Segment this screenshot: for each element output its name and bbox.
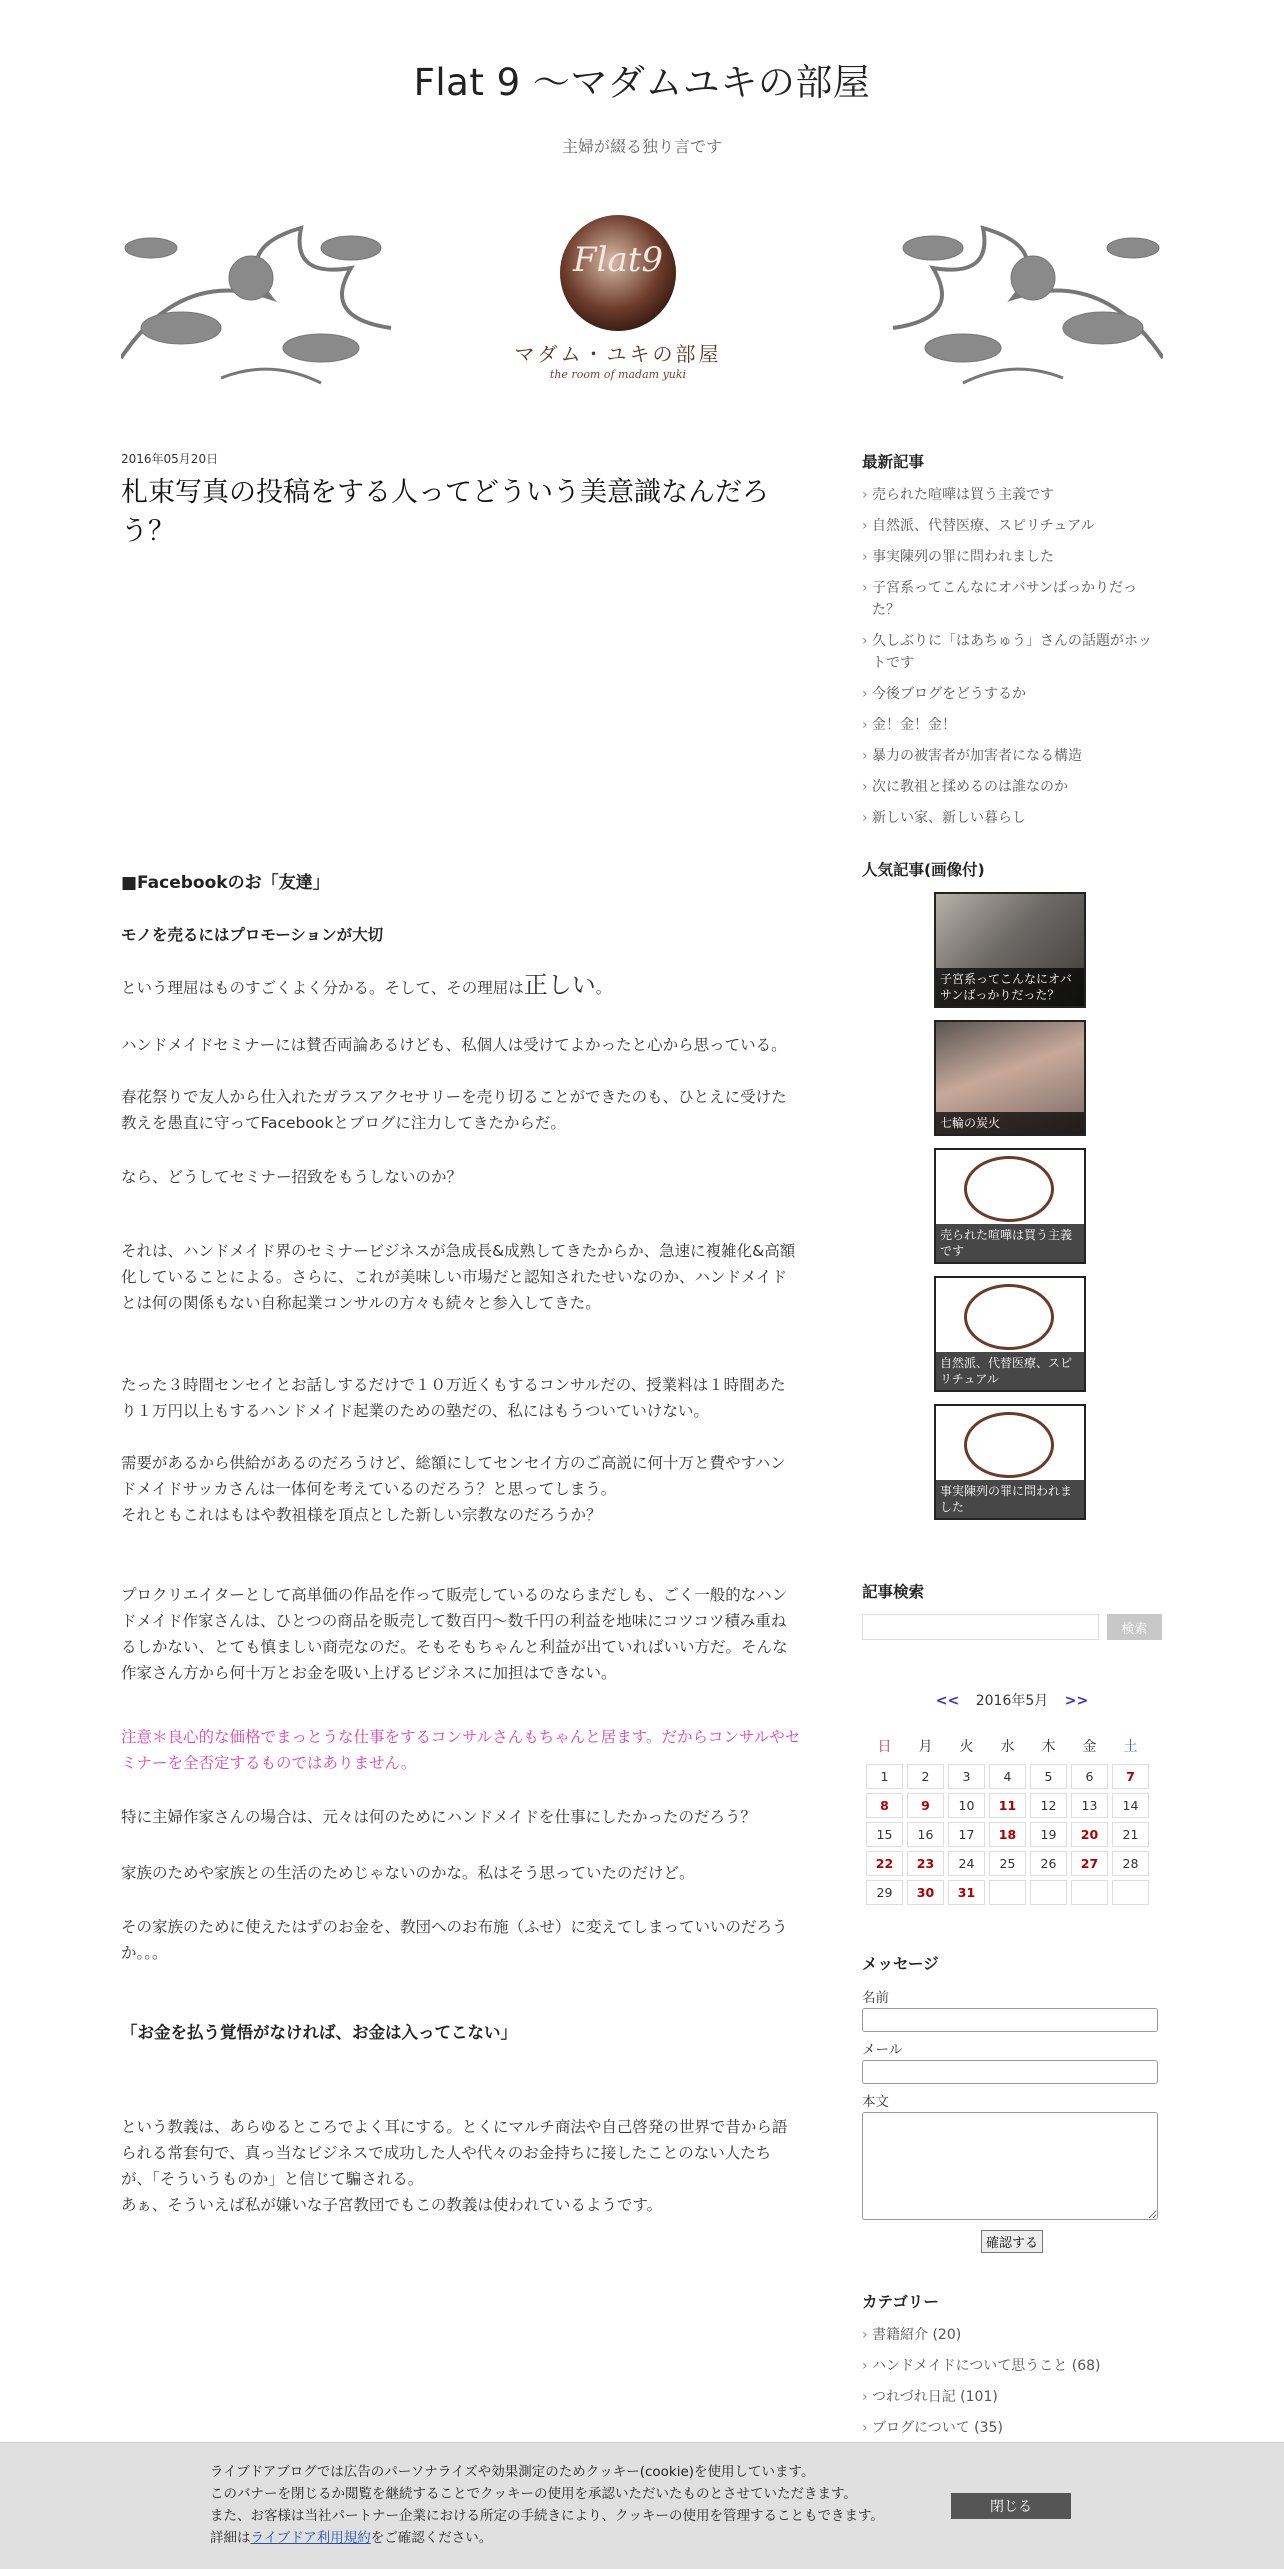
calendar-day: 4: [989, 1764, 1026, 1789]
logo-subtitle: マダム・ユキの部屋: [514, 342, 722, 366]
popular-posts-title: 人気記事(画像付): [862, 861, 985, 879]
recent-posts-title: 最新記事: [862, 453, 925, 471]
recent-post-link[interactable]: › 自然派、代替医療、スピリチュアル: [862, 515, 1162, 537]
calendar-day: 12: [1030, 1793, 1067, 1818]
flat9-logo-icon: [964, 1156, 1054, 1222]
heading-facebook-friends: ■Facebookのお「友達」: [121, 873, 330, 893]
paragraph: 需要があるから供給があるのだろうけど、総額にしてセンセイ方のご高説に何十万と費やすハンドメイドサッカさんは一体何を考えているのだろう？と思ってしまう。: [121, 1454, 786, 1498]
right-floral-ornament: [893, 228, 1163, 383]
calendar-day-empty: [1071, 1880, 1108, 1905]
article: [121, 450, 801, 2214]
recent-post-link[interactable]: › 暴力の被害者が加害者になる構造: [862, 745, 1162, 767]
paragraph: それともこれはもはや教祖様を頂点とした新しい宗教なのだろうか？: [121, 1506, 602, 1524]
cookie-text: [210, 2461, 930, 2549]
categories: [862, 2290, 1162, 2448]
weekday: 金: [1082, 1739, 1097, 1755]
calendar-day-link[interactable]: 11: [989, 1793, 1026, 1818]
calendar-day-link[interactable]: 20: [1071, 1822, 1108, 1847]
calendar-day-empty: [1112, 1880, 1149, 1905]
search-input[interactable]: [862, 1614, 1099, 1640]
calendar-day-link[interactable]: 23: [907, 1851, 944, 1876]
calendar-day: 2: [907, 1764, 944, 1789]
paragraph: という教義は、あらゆるところでよく耳にする。とくにマルチ商法や自己啓発の世界で昔から語られる常套句で、真っ当なビジネスで成功した人や代々のお金持ちに接したことのない人たちが、「そういうものか」と信じて騙される。: [121, 2118, 788, 2188]
post-title[interactable]: 札束写真の投稿をする人ってどういう美意識なんだろう？: [121, 477, 769, 547]
recent-post-link[interactable]: › 売られた喧嘩は買う主義です: [862, 484, 1162, 506]
weekday: 火: [959, 1739, 974, 1755]
name-label: 名前: [862, 1990, 889, 2006]
calendar-day: 29: [866, 1880, 903, 1905]
recent-post-link[interactable]: › 次に教祖と揉めるのは誰なのか: [862, 776, 1162, 798]
category-link[interactable]: › ブログについて (35): [862, 2417, 1162, 2439]
calendar-table: [862, 1728, 1153, 1909]
paragraph: プロクリエイターとして高単価の作品を作って販売しているのならまだしも、ごく一般的なハンドメイド作家さんは、ひとつの商品を販売して数百円〜数千円の利益を地味にコツコツ積み重ねるしかない、とても慎ましい商売なのだ。そもそもちゃんと利益が出ていればいい方だ。そんな作家さん方から何十万とお金を吸い上げるビジネスに加担はできない。: [121, 1586, 788, 1682]
calendar-day-link[interactable]: 31: [948, 1880, 985, 1905]
calendar-day-empty: [989, 1880, 1026, 1905]
cookie-line: このバナーを閉じるか閲覧を継続することでクッキーの使用を承認いただいたものとさせていただきます。: [210, 2486, 857, 2502]
category-link[interactable]: › つれづれ日記 (101): [862, 2386, 1162, 2408]
flat9-logo-icon: [964, 1412, 1054, 1478]
categories-list: [862, 2324, 1162, 2439]
pink-heading: モノを売るにはプロモーションが大切: [121, 926, 384, 944]
recent-post-link[interactable]: › 事実陳列の罪に問われました: [862, 546, 1162, 568]
search-button[interactable]: 検索: [1107, 1614, 1162, 1640]
category-link[interactable]: › ハンドメイドについて思うこと (68): [862, 2355, 1162, 2377]
calendar: [862, 1690, 1162, 1909]
thumb-caption: 売られた喧嘩は買う主義です: [936, 1224, 1084, 1262]
calendar-day-link[interactable]: 18: [989, 1822, 1026, 1847]
popular-post-thumb[interactable]: [934, 892, 1086, 1008]
search-title: 記事検索: [862, 1583, 925, 1601]
calendar-day: 28: [1112, 1851, 1149, 1876]
calendar-day: 21: [1112, 1822, 1149, 1847]
name-input[interactable]: [862, 2008, 1158, 2032]
calendar-day: 13: [1071, 1793, 1108, 1818]
emphasis-text: 正しい: [523, 971, 596, 999]
calendar-day-link[interactable]: 8: [866, 1793, 903, 1818]
paragraph: あぁ、そういえば私が嫌いな子宮教団でもこの教義は使われているようです。: [121, 2196, 663, 2214]
logo-text: Flat9: [572, 240, 664, 280]
thumb-caption: 事実陳列の罪に問われました: [936, 1480, 1084, 1518]
left-floral-ornament: [121, 228, 391, 383]
calendar-month: 2016年5月: [975, 1693, 1049, 1709]
calendar-day: 15: [866, 1822, 903, 1847]
body-label: 本文: [862, 2094, 889, 2110]
weekday-sat: 土: [1123, 1739, 1138, 1755]
recent-post-link[interactable]: › 子宮系ってこんなにオバサンばっかりだった？: [862, 577, 1162, 621]
paragraph: 家族のためや家族との生活のためじゃないのかな。私はそう思っていたのだけど。: [121, 1864, 695, 1882]
logo-tagline: the room of madam yuki: [549, 368, 687, 381]
recent-post-link[interactable]: › 久しぶりに「はあちゅう」さんの話題がホットです: [862, 630, 1162, 674]
calendar-day: 17: [948, 1822, 985, 1847]
paragraph: それは、ハンドメイド界のセミナービジネスが急成長&成熟してきたからか、急速に複雑化&高額化していることによる。さらに、これが美味しい市場だと認知されたせいなのか、ハンドメイドとは何の関係もない自称起業コンサルの方々も続々と参入してきた。: [121, 1242, 796, 1312]
section-heading: 「お金を払う覚悟がなければ、お金は入ってこない」: [121, 2023, 517, 2042]
paragraph: 春花祭りで友人から仕入れたガラスアクセサリーを売り切ることができたのも、ひとえに受けた教えを愚直に守ってFacebookとブログに注力してきたからだ。: [121, 1088, 787, 1132]
paragraph: たった３時間センセイとお話しするだけで１０万近くもするコンサルだの、授業料は１時間あたり１万円以上もするハンドメイド起業のための塾だの、私にはもうついていけない。: [121, 1376, 786, 1420]
paragraph: その家族のために使えたはずのお金を、教団へのお布施（ふせ）に変えてしまっていいのだろうか。。。: [121, 1918, 788, 1962]
calendar-day: 25: [989, 1851, 1026, 1876]
cookie-close-button[interactable]: 閉じる: [951, 2493, 1071, 2519]
mail-input[interactable]: [862, 2060, 1158, 2084]
calendar-day-link[interactable]: 22: [866, 1851, 903, 1876]
thumb-caption: 子宮系ってこんなにオバサンばっかりだった？: [936, 968, 1084, 1006]
cookie-text-post: をご確認ください。: [370, 2530, 493, 2546]
recent-post-link[interactable]: › 新しい家、新しい暮らし: [862, 807, 1162, 829]
paragraph-text: 。: [595, 979, 612, 997]
cookie-line: [210, 2527, 930, 2549]
cookie-line: ライブドアブログでは広告のパーソナライズや効果測定のためクッキー(cookie)を使用しています。: [210, 2464, 815, 2480]
category-link[interactable]: › 書籍紹介 (20): [862, 2324, 1162, 2346]
weekday: 水: [1000, 1739, 1015, 1755]
popular-post-thumb[interactable]: [934, 1404, 1086, 1520]
calendar-day-link[interactable]: 7: [1112, 1764, 1149, 1789]
calendar-day: 1: [866, 1764, 903, 1789]
calendar-prev-link[interactable]: <<: [935, 1693, 960, 1709]
terms-link[interactable]: ライブドア利用規約: [250, 2530, 371, 2546]
sidebar: [862, 450, 1162, 2436]
recent-posts-list: [862, 484, 1162, 829]
popular-posts: [862, 858, 1162, 1532]
calendar-day: 6: [1071, 1764, 1108, 1789]
site-description: 主婦が綴る独り言です: [561, 137, 722, 156]
paragraph: 特に主婦作家さんの場合は、元々は何のためにハンドメイドを仕事にしたかったのだろう？: [121, 1808, 757, 1826]
flat9-logo-icon: [964, 1284, 1054, 1350]
search-widget: [862, 1580, 1162, 1640]
calendar-day-empty: [1030, 1880, 1067, 1905]
weekday: 月: [918, 1739, 933, 1755]
calendar-day: 10: [948, 1793, 985, 1818]
message-title: メッセージ: [862, 1955, 939, 1973]
calendar-next-link[interactable]: >>: [1064, 1693, 1089, 1709]
body-textarea[interactable]: [862, 2112, 1158, 2220]
paragraph-text: という理屈はものすごくよく分かる。そして、その理屈は: [121, 979, 524, 997]
post-date: 2016年05月20日: [121, 452, 219, 466]
weekday-sun: 日: [877, 1739, 892, 1755]
weekday: 木: [1041, 1739, 1056, 1755]
paragraph: ハンドメイドセミナーには賛否両論あるけども、私個人は受けてよかったと心から思っている。: [121, 1036, 787, 1054]
confirm-button[interactable]: 確認する: [981, 2230, 1043, 2253]
categories-title: カテゴリー: [862, 2293, 939, 2311]
notice-paragraph: 注意＊良心的な価格でまっとうな仕事をするコンサルさんもちゃんと居ます。だからコンサルやセミナーを全否定するものではありません。: [121, 1728, 801, 1772]
thumb-caption: 自然派、代替医療、スピリチュアル: [936, 1352, 1084, 1390]
calendar-day: 26: [1030, 1851, 1067, 1876]
calendar-day: 16: [907, 1822, 944, 1847]
cookie-consent-bar: [0, 2442, 1284, 2569]
calendar-day: 24: [948, 1851, 985, 1876]
popular-post-thumb[interactable]: [934, 1020, 1086, 1136]
popular-post-thumb[interactable]: [934, 1148, 1086, 1264]
mail-label: メール: [862, 2042, 903, 2058]
calendar-day: 3: [948, 1764, 985, 1789]
recent-post-link[interactable]: › 金！金！金！: [862, 714, 1162, 736]
calendar-day-link[interactable]: 9: [907, 1793, 944, 1818]
calendar-day-link[interactable]: 27: [1071, 1851, 1108, 1876]
thumb-caption: 七輪の炭火: [936, 1112, 1084, 1134]
site-title[interactable]: Flat 9 〜マダムユキの部屋: [413, 61, 871, 104]
calendar-day: 14: [1112, 1793, 1149, 1818]
calendar-day-link[interactable]: 30: [907, 1880, 944, 1905]
cookie-line: また、お客様は当社パートナー企業における所定の手続きにより、クッキーの使用を管理することもできます。: [210, 2508, 884, 2524]
paragraph: なら、どうしてセミナー招致をもうしないのか？: [121, 1168, 463, 1186]
popular-post-thumb[interactable]: [934, 1276, 1086, 1392]
calendar-day: 5: [1030, 1764, 1067, 1789]
message-form: [862, 1952, 1162, 2253]
recent-post-link[interactable]: › 今後ブログをどうするか: [862, 683, 1162, 705]
calendar-day: 19: [1030, 1822, 1067, 1847]
cookie-text-pre: 詳細は: [210, 2530, 251, 2546]
paragraph: [121, 972, 801, 1001]
